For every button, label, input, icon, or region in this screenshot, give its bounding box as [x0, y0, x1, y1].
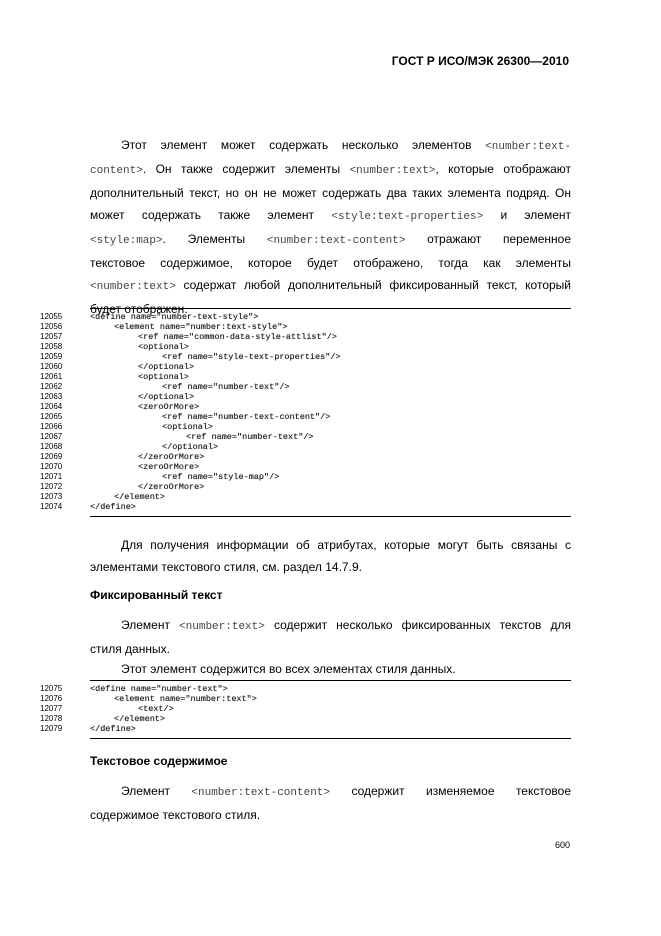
code-listing-number-text-style: [40, 308, 571, 528]
text-run: . Элементы: [162, 232, 267, 246]
attributes-paragraph: [90, 534, 571, 578]
code-text: <define name="number-text-style">: [90, 312, 259, 322]
line-number: 12075: [40, 684, 63, 693]
text-run: Для получения информации об атрибутах, которые могут быть связаны с: [121, 538, 571, 552]
inline-code: <number:text>: [90, 281, 176, 293]
code-text: <text/>: [138, 704, 174, 714]
text-content-paragraph: [90, 780, 571, 826]
line-number: 12056: [40, 322, 63, 331]
code-text: </define>: [90, 724, 136, 734]
code-listing-1-bottom-rule: [90, 516, 571, 517]
inline-code: <number:text-content>: [191, 787, 331, 799]
line-number: 12064: [40, 402, 63, 411]
text-run: дополнительный текст, но он не может содержать два таких элемента подряд. Он: [90, 186, 571, 200]
intro-line: [90, 158, 571, 182]
attributes-line: [90, 534, 571, 556]
text-run: элементами текстового стиля, см. раздел 14.7.9.: [90, 560, 362, 574]
inline-code: <style:map>: [90, 235, 163, 247]
intro-line: [90, 204, 571, 228]
code-listing-1-top-rule: [90, 308, 571, 309]
code-text: <element name="number:text">: [114, 694, 257, 704]
code-text: <ref name="common-data-style-attlist"/>: [138, 332, 337, 342]
inline-code: <number:text>: [349, 165, 436, 177]
page-number: 600: [554, 840, 570, 850]
line-number: 12063: [40, 392, 63, 401]
line-number: 12061: [40, 372, 63, 381]
code-text: </optional>: [138, 362, 195, 372]
line-number: 12058: [40, 342, 63, 351]
attributes-line: [90, 556, 571, 578]
intro-line: [90, 228, 571, 252]
text-run: содержит несколько фиксированных текстов для: [264, 618, 571, 632]
text-run: . Он также содержит элементы: [142, 162, 350, 176]
fixed-text-paragraph: [90, 614, 571, 660]
code-text: <ref name="style-map"/>: [162, 472, 280, 482]
line-number: 12057: [40, 332, 63, 341]
text-run: , которые отображают: [435, 162, 572, 176]
code-listing-2-top-rule: [90, 680, 571, 681]
text-run: будет отображен.: [90, 302, 188, 316]
code-text: </element>: [114, 714, 166, 724]
inline-code: <number:text-content>: [266, 235, 406, 247]
inline-code: <style:text-properties>: [331, 211, 484, 223]
code-text: </optional>: [138, 392, 195, 402]
line-number: 12077: [40, 704, 63, 713]
text-content-line: [90, 804, 571, 826]
text-run: стиля данных.: [90, 642, 170, 656]
text-run: Элемент: [121, 784, 192, 798]
code-text: <ref name="number-text"/>: [186, 432, 314, 442]
text-run: и элемент: [483, 208, 572, 222]
line-number: 12069: [40, 452, 63, 461]
code-listing-2-bottom-rule: [90, 738, 571, 739]
intro-line: [90, 252, 571, 274]
line-number: 12072: [40, 482, 63, 491]
section-heading-fixed-text: Фиксированный текст: [90, 588, 223, 602]
code-text: <define name="number-text">: [90, 684, 228, 694]
code-text: <element name="number:text-style">: [114, 322, 288, 332]
intro-line: [90, 182, 571, 204]
code-text: <optional>: [162, 422, 214, 432]
inline-code: <number:text-: [485, 141, 571, 153]
fixed-text-line: [90, 614, 571, 638]
line-number: 12071: [40, 472, 63, 481]
text-run: отражают переменное: [405, 232, 572, 246]
text-run: текстовое содержимое, которое будет отображено, тогда как элементы: [90, 256, 571, 270]
code-listing-number-text: [40, 680, 571, 742]
intro-line: [90, 274, 571, 298]
fixed-text-note: [90, 658, 571, 680]
inline-code: content>: [90, 165, 143, 177]
code-text: <ref name="number-text-content"/>: [162, 412, 331, 422]
text-run: Элемент: [121, 618, 180, 632]
text-run: может содержать также элемент: [90, 208, 332, 222]
text-run: содержат любой дополнительный фиксированный текст, который: [175, 278, 571, 292]
line-number: 12068: [40, 442, 63, 451]
code-text: </define>: [90, 502, 136, 512]
line-number: 12070: [40, 462, 63, 471]
code-text: <optional>: [138, 342, 190, 352]
code-text: <ref name="style-text-properties"/>: [162, 352, 341, 362]
fixed-text-note-text: Этот элемент содержится во всех элементах стиля данных.: [121, 662, 456, 676]
code-text: <optional>: [138, 372, 190, 382]
line-number: 12079: [40, 724, 63, 733]
line-number: 12076: [40, 694, 63, 703]
line-number: 12073: [40, 492, 63, 501]
line-number: 12055: [40, 312, 63, 321]
code-text: </zeroOrMore>: [138, 452, 205, 462]
line-number: 12067: [40, 432, 63, 441]
line-number: 12078: [40, 714, 63, 723]
code-text: <zeroOrMore>: [138, 402, 200, 412]
text-run: Этот элемент может содержать несколько элементов: [121, 138, 486, 152]
intro-line: [90, 134, 571, 158]
text-run: содержимое текстового стиля.: [90, 808, 261, 822]
section-heading-text-content: Текстовое содержимое: [90, 754, 228, 768]
code-text: <ref name="number-text"/>: [162, 382, 290, 392]
code-text: </element>: [114, 492, 166, 502]
document-header: ГОСТ Р ИСО/МЭК 26300—2010: [391, 54, 569, 68]
line-number: 12065: [40, 412, 63, 421]
line-number: 12060: [40, 362, 63, 371]
code-text: </zeroOrMore>: [138, 482, 205, 492]
text-content-line: [90, 780, 571, 804]
inline-code: <number:text>: [179, 621, 265, 633]
code-text: </optional>: [162, 442, 219, 452]
line-number: 12066: [40, 422, 63, 431]
text-run: содержит изменяемое текстовое: [330, 784, 571, 798]
line-number: 12062: [40, 382, 63, 391]
code-text: <zeroOrMore>: [138, 462, 200, 472]
fixed-text-line: [90, 638, 571, 660]
intro-paragraph: [90, 134, 571, 320]
line-number: 12074: [40, 502, 63, 511]
line-number: 12059: [40, 352, 63, 361]
